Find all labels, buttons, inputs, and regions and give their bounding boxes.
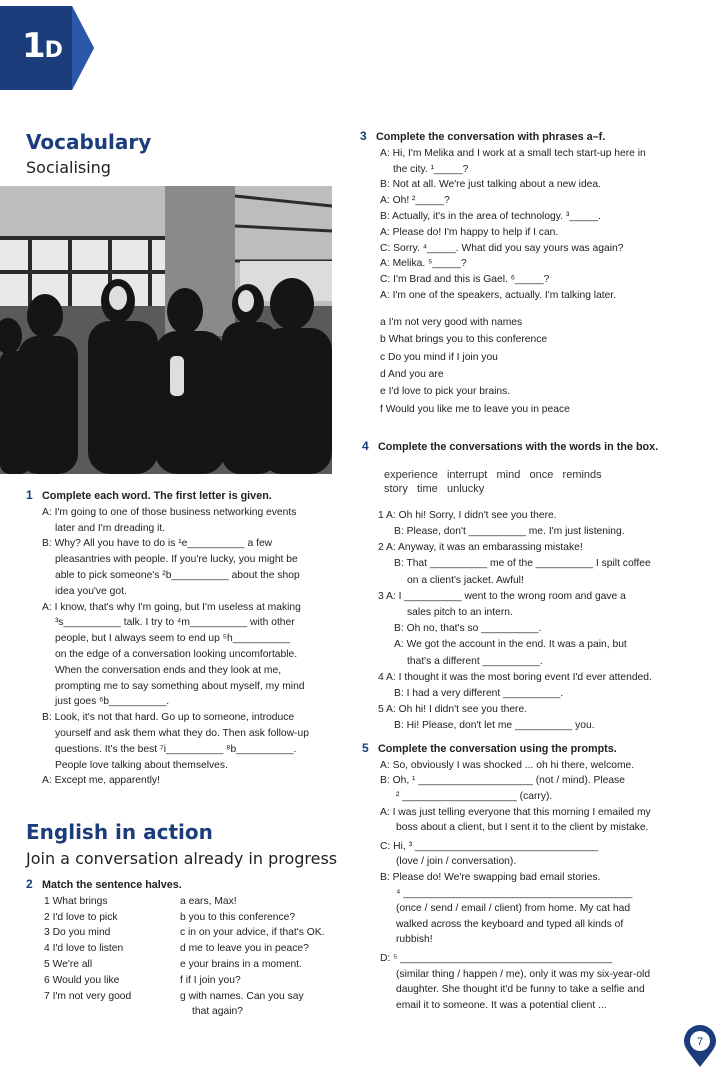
option-f: f Would you like me to leave you in peace (380, 403, 570, 415)
lesson-label: 1D (22, 26, 62, 66)
dialogue-line: A: I'm going to one of those business networking events (42, 506, 297, 518)
dialogue-line: rubbish! (396, 934, 433, 946)
dialogue-line: 4 A: I thought it was the most boring event I'd ever attended. (378, 671, 652, 683)
sentence-start: 4 I'd love to listen (44, 943, 124, 955)
exercise-number: 3 (360, 129, 367, 143)
dialogue-line: the city. ¹_____? (393, 163, 469, 175)
sentence-start: 1 What brings (44, 895, 108, 907)
dialogue-line: A: Please do! I'm happy to help if I can. (380, 226, 559, 238)
dialogue-line: B: Actually, it's in the area of technology. ³_____. (380, 210, 601, 222)
sentence-start: 5 We're all (44, 958, 93, 970)
dialogue-line: people, but I always seem to end up ⁵h__________ (55, 633, 290, 645)
dialogue-line: email it to someone. It was a potential client ... (396, 999, 607, 1011)
exercise-1 (26, 488, 336, 789)
dialogue-line: A: Oh! ²_____? (380, 195, 450, 207)
sentence-end: b you to this conference? (180, 911, 296, 923)
dialogue-line: B: Oh, ¹ ____________________ (not / mind). Please (380, 775, 626, 787)
dialogue-line: A: I know, that's why I'm going, but I'm useless at making (42, 601, 301, 613)
english-in-action-heading: English in action (26, 820, 213, 844)
socialising-subheading: Socialising (26, 158, 111, 177)
exercise-instruction: Complete each word. The first letter is given. (42, 490, 272, 502)
dialogue-line: walked across the keyboard and typed all kinds of (396, 918, 624, 930)
dialogue-line: later and I'm dreading it. (55, 522, 166, 534)
dialogue-line: sales pitch to an intern. (407, 607, 513, 619)
dialogue-line: A: Melika. ⁵_____? (380, 258, 467, 270)
sentence-end: g with names. Can you say (180, 990, 304, 1002)
dialogue-line: B: Please, don't __________ me. I'm just listening. (394, 526, 625, 537)
sentence-start: 3 Do you mind (44, 927, 111, 939)
dialogue-line: on a client's jacket. Awful! (407, 574, 524, 586)
dialogue-line: A: Hi, I'm Melika and I work at a small tech start-up here in (380, 147, 646, 159)
matching-table (44, 894, 324, 1020)
sentence-end: f if I join you? (180, 974, 241, 986)
dialogue-line: 2 A: Anyway, it was an embarassing mistake! (378, 542, 583, 554)
dialogue-line: ² ____________________ (carry). (396, 790, 553, 802)
join-conversation-subheading: Join a conversation already in progress (26, 849, 338, 868)
dialogue-line: A: We got the account in the end. It was a pain, but (394, 639, 627, 651)
word-box-line: story time unlucky (384, 482, 485, 495)
dialogue-line: just goes ⁶b__________. (55, 696, 170, 708)
word-box-line: experience interrupt mind once reminds (384, 468, 602, 481)
dialogue-line: able to pick someone's ²b__________ about the shop (55, 569, 300, 581)
sentence-start: 6 Would you like (44, 974, 120, 986)
dialogue-line: When the conversation ends and they look at me, (55, 664, 282, 676)
dialogue-line: C: I'm Brad and this is Gael. ⁶_____? (380, 274, 550, 286)
dialogue-line: idea you've got. (55, 585, 127, 597)
page-number: 7 (696, 1036, 704, 1048)
dialogue-line: C: Sorry. ⁴_____. What did you say yours was again? (380, 242, 624, 254)
dialogue-line: ⁴ ________________________________________ (396, 887, 633, 899)
sentence-start: 7 I'm not very good (44, 990, 132, 1002)
exercise-4 (362, 439, 702, 735)
exercise-3 (360, 129, 690, 418)
sentence-end: d me to leave you in peace? (180, 943, 309, 955)
dialogue-line: People love talking about themselves. (55, 759, 228, 771)
option-e: e I'd love to pick your brains. (380, 386, 511, 398)
dialogue-line: that's a different __________. (407, 655, 543, 667)
dialogue-line: ³s__________ talk. I try to ⁴m__________ with other (55, 617, 295, 629)
dialogue-line: (similar thing / happen / me), only it was my six-year-old (396, 968, 651, 980)
dialogue-line: C: Hi, ³ ________________________________ (380, 840, 599, 852)
exercise-number: 1 (26, 488, 33, 502)
dialogue-line: A: I'm one of the speakers, actually. I'm talking later. (380, 289, 617, 301)
dialogue-line: yourself and ask them what they do. Then ask follow-up (55, 727, 309, 739)
word-box (362, 456, 702, 496)
dialogue-line: B: Hi! Please, don't let me __________ you. (394, 720, 595, 732)
dialogue-line: on the edge of a conversation looking uncomfortable. (55, 648, 298, 660)
dialogue-line: pleasantries with people. If you're lucky, you might be (55, 554, 298, 566)
sentence-end: e your brains in a moment. (180, 958, 302, 970)
option-a: a I'm not very good with names (380, 316, 523, 328)
exercise-number: 2 (26, 877, 33, 891)
dialogue-line: boss about a client, but I sent it to the client by mistake. (396, 822, 649, 834)
dialogue-line: 1 A: Oh hi! Sorry, I didn't see you there. (378, 509, 557, 521)
dialogue-line: prompting me to say something about myself, my mind (55, 680, 305, 692)
dialogue-line: 3 A: I __________ went to the wrong room and gave a (378, 590, 626, 602)
dialogue-line: A: Except me, apparently! (42, 775, 160, 787)
option-b: b What brings you to this conference (380, 334, 548, 346)
dialogue-line: B: Look, it's not that hard. Go up to someone, introduce (42, 712, 295, 724)
option-c: c Do you mind if I join you (380, 351, 498, 363)
dialogue-line: B: Please do! We're swapping bad email stories. (380, 871, 601, 883)
exercise-instruction: Complete the conversation using the prompts. (378, 743, 617, 755)
dialogue-line: B: Not at all. We're just talking about a new idea. (380, 179, 601, 191)
people-networking-photo (0, 186, 332, 474)
sentence-end: c in on your advice, if that's OK. (180, 927, 325, 939)
exercise-2 (26, 877, 346, 1020)
dialogue-line: B: I had a very different __________. (394, 688, 564, 700)
dialogue-line: B: Why? All you have to do is ¹e__________ a few (42, 538, 273, 550)
dialogue-line: B: Oh no, that's so __________. (394, 623, 542, 635)
dialogue-line: D: ⁵ _____________________________________ (380, 952, 613, 964)
dialogue-line: A: I was just telling everyone that this morning I emailed my (380, 806, 651, 818)
sentence-end-continued: that again? (192, 1006, 243, 1018)
dialogue-line: (once / send / email / client) from home. My cat had (396, 903, 631, 915)
dialogue-line: (love / join / conversation). (396, 856, 517, 868)
vocabulary-heading: Vocabulary (26, 130, 152, 154)
exercise-instruction: Complete the conversations with the words in the box. (378, 441, 659, 453)
exercise-instruction: Complete the conversation with phrases a–f. (376, 131, 606, 143)
dialogue-line: 5 A: Oh hi! I didn't see you there. (378, 704, 528, 716)
exercise-instruction: Match the sentence halves. (42, 879, 182, 891)
dialogue-line: questions. It's the best ⁷i__________ ⁸b__________. (55, 743, 297, 755)
dialogue-line: B: That __________ me of the __________ I spilt coffee (394, 558, 651, 570)
dialogue-line: A: So, obviously I was shocked ... oh hi there, welcome. (380, 759, 635, 771)
option-d: d And you are (380, 368, 444, 380)
exercise-number: 4 (362, 439, 369, 453)
exercise-number: 5 (362, 741, 369, 755)
sentence-start: 2 I'd love to pick (44, 911, 118, 923)
page-number-badge (682, 1024, 718, 1068)
dialogue-line: daughter. She thought it'd be funny to take a selfie and (396, 984, 645, 996)
sentence-end: a ears, Max! (180, 895, 237, 907)
exercise-5 (362, 741, 702, 1013)
